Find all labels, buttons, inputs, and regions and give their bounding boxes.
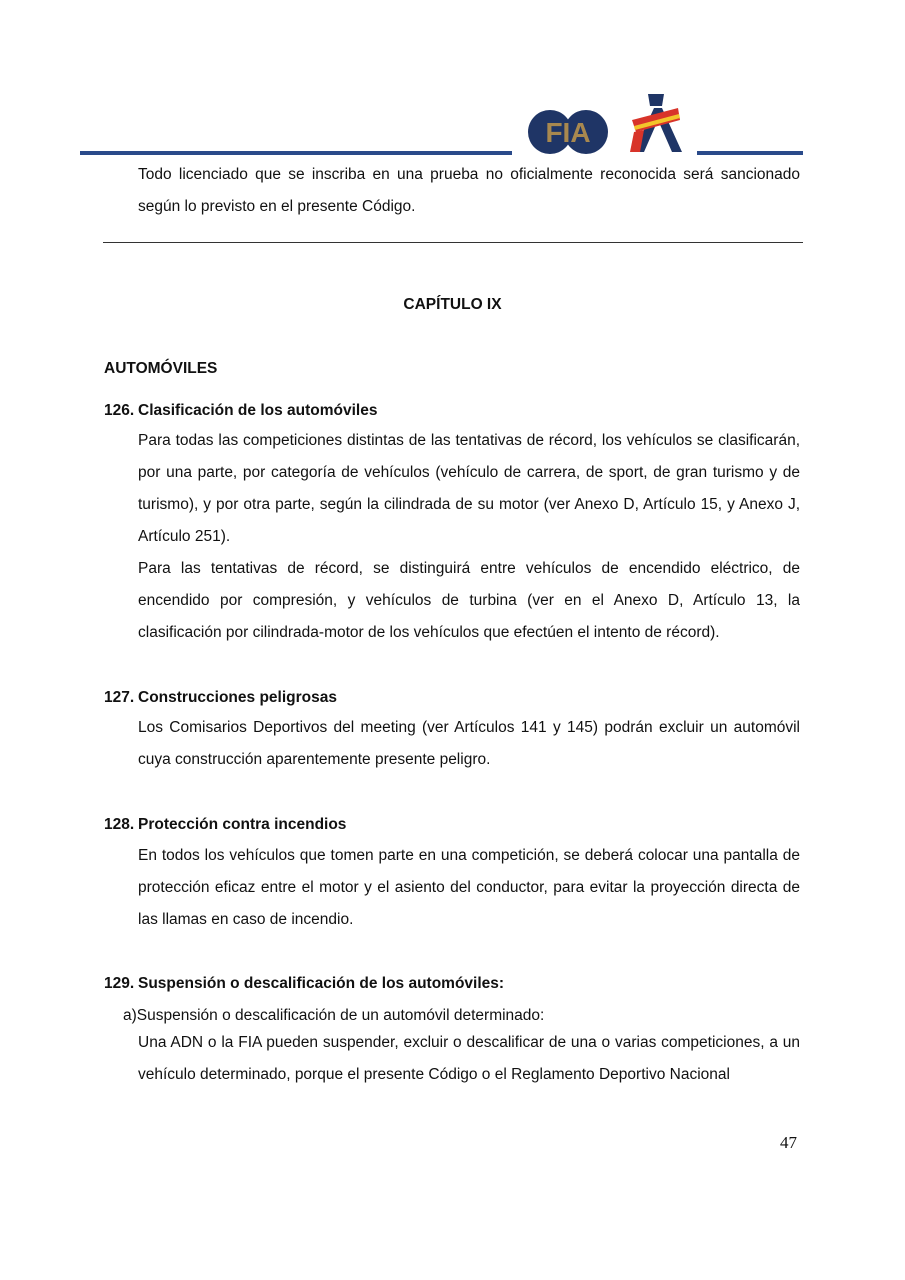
header-rule-left (80, 151, 512, 155)
header-rule-right (697, 151, 803, 155)
article-129-para: Una ADN o la FIA pueden suspender, excluir o descalificar de una o varias competiciones, a un vehículo determinado, porque el presente Código o el Reglamento Deportivo Nacional (138, 1034, 800, 1083)
article-127-heading: 127. Construcciones peligrosas (104, 689, 337, 706)
article-126-heading: 126. Clasificación de los automóviles (104, 402, 378, 419)
rfeda-logo (626, 90, 688, 156)
article-129-sub: a)Suspensión o descalificación de un automóvil determinado: (123, 1007, 545, 1024)
svg-text:FIA: FIA (545, 117, 591, 148)
article-127-para: Los Comisarios Deportivos del meeting (ver Artículos 141 y 145) podrán excluir un automóvil cuya construcción aparentemente presente peligro. (138, 719, 800, 768)
separator (103, 242, 803, 243)
article-129-heading: 129. Suspensión o descalificación de los automóviles: (104, 975, 505, 992)
article-128-heading: 128. Protección contra incendios (104, 816, 347, 833)
article-126-para-2: Para las tentativas de récord, se distinguirá entre vehículos de encendido eléctrico, de encendido por compresión, y vehículos de turbina (ver en el Anexo D, Artículo 13, la clasificación por cilindrada-motor de los vehículos que efectúen el intento de récord). (138, 560, 800, 641)
section-title: AUTOMÓVILES (104, 360, 218, 377)
fia-logo (528, 104, 608, 160)
chapter-title: CAPÍTULO IX (403, 296, 502, 313)
intro-paragraph: Todo licenciado que se inscriba en una prueba no oficialmente reconocida será sancionado según lo previsto en el presente Código. (138, 166, 800, 215)
page-number: 47 (780, 1133, 797, 1152)
article-126-para-1: Para todas las competiciones distintas de las tentativas de récord, los vehículos se clasificarán, por una parte, por categoría de vehículos (vehículo de carrera, de sport, de gran turismo y de turismo), y por otra parte, según la cilindrada de su motor (ver Anexo D, Artículo 15, y Anexo J, Artículo 251). (138, 432, 800, 545)
article-128-para: En todos los vehículos que tomen parte en una competición, se deberá colocar una pantalla de protección eficaz entre el motor y el asiento del conductor, para evitar la proyección directa de las llamas en caso de incendio. (138, 847, 800, 928)
